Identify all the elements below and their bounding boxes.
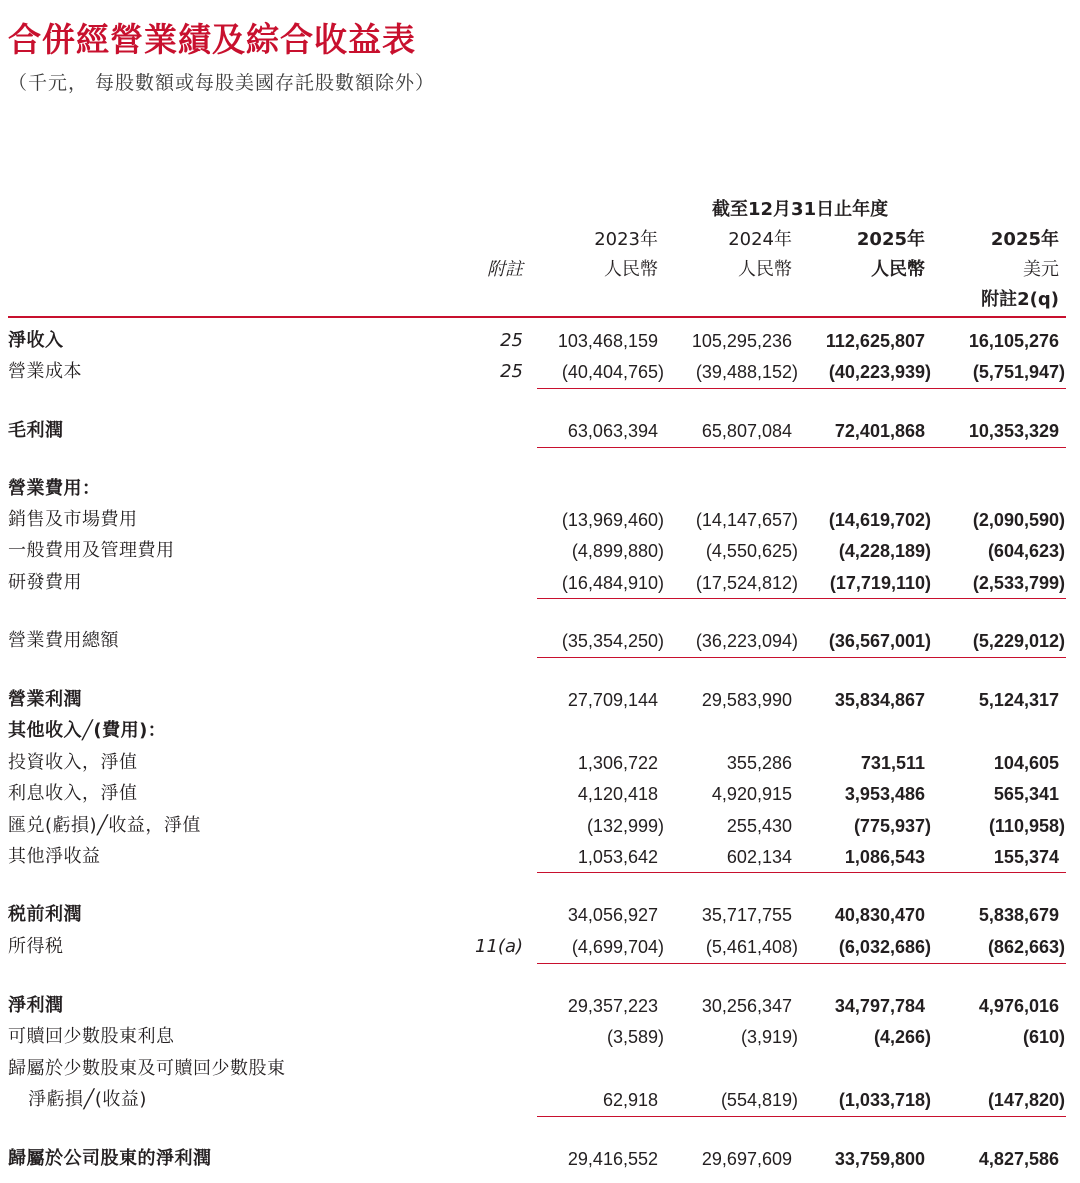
cell-2025-usd: 5,838,679 bbox=[978, 905, 1059, 925]
row-label: 研發費用 bbox=[8, 572, 82, 593]
cell-2025-rmb: (14,619,702) bbox=[828, 510, 931, 530]
cell-2025-rmb: (775,937) bbox=[853, 816, 931, 836]
cell-2025-rmb: 33,759,800 bbox=[834, 1149, 925, 1169]
cell-2023: 63,063,394 bbox=[567, 421, 658, 441]
row-label: 營業費用總額 bbox=[8, 630, 119, 651]
row-label: 營業利潤 bbox=[8, 689, 82, 710]
cell-2024: 35,717,755 bbox=[701, 905, 792, 925]
col3-year: 2025年 bbox=[856, 229, 925, 250]
table-row-interest-income bbox=[0, 779, 1080, 809]
cell-2025-usd: (5,229,012) bbox=[972, 631, 1065, 651]
row-label: 營業費用： bbox=[8, 478, 101, 499]
cell-2024: (3,919) bbox=[740, 1027, 798, 1047]
cell-2023: 27,709,144 bbox=[567, 690, 658, 710]
row-label: 其他收入╱(費用)： bbox=[8, 720, 167, 741]
cell-2025-rmb: 40,830,470 bbox=[834, 905, 925, 925]
cell-2025-usd: 155,374 bbox=[993, 847, 1059, 867]
cell-2025-usd: 10,353,329 bbox=[968, 421, 1059, 441]
cell-2024: (4,550,625) bbox=[705, 541, 798, 561]
cell-2023: 4,120,418 bbox=[577, 784, 658, 804]
cell-2024: 255,430 bbox=[726, 816, 792, 836]
cell-2024: 29,697,609 bbox=[701, 1149, 792, 1169]
row-label: 歸屬於公司股東的淨利潤 bbox=[8, 1148, 212, 1169]
cell-2023: (40,404,765) bbox=[561, 362, 664, 382]
page-subtitle: （千元， 每股數額或每股美國存託股數額除外） bbox=[8, 72, 436, 94]
cell-2023: 62,918 bbox=[602, 1090, 658, 1110]
row-rule bbox=[537, 388, 1066, 389]
row-label: 淨利潤 bbox=[8, 995, 64, 1016]
cell-2023: (35,354,250) bbox=[561, 631, 664, 651]
row-label: 税前利潤 bbox=[8, 904, 82, 925]
cell-2023: (4,699,704) bbox=[571, 937, 664, 957]
col4-year: 2025年 bbox=[990, 229, 1059, 250]
row-rule bbox=[537, 1116, 1066, 1117]
table-row-investment-income bbox=[0, 748, 1080, 778]
row-label: 一般費用及管理費用 bbox=[8, 540, 175, 561]
row-label: 淨虧損╱(收益) bbox=[28, 1089, 147, 1110]
cell-2023: 34,056,927 bbox=[567, 905, 658, 925]
cell-2023: (13,969,460) bbox=[561, 510, 664, 530]
row-label: 歸屬於少數股東及可贖回少數股東 bbox=[8, 1058, 286, 1079]
cell-2024: (36,223,094) bbox=[695, 631, 798, 651]
cell-2025-usd: 565,341 bbox=[993, 784, 1059, 804]
table-row-selling-marketing bbox=[0, 505, 1080, 535]
cell-2024: 29,583,990 bbox=[701, 690, 792, 710]
cell-2025-rmb: (36,567,001) bbox=[828, 631, 931, 651]
row-rule bbox=[537, 872, 1066, 873]
row-rule bbox=[537, 657, 1066, 658]
cell-2025-rmb: 34,797,784 bbox=[834, 996, 925, 1016]
row-label: 所得税 bbox=[8, 936, 64, 957]
table-row-nci-attribution-heading bbox=[0, 1054, 1080, 1084]
cell-2025-rmb: (17,719,110) bbox=[829, 573, 931, 593]
col2-year: 2024年 bbox=[728, 229, 792, 250]
cell-2025-rmb: (4,228,189) bbox=[838, 541, 931, 561]
cell-2025-usd: (2,533,799) bbox=[972, 573, 1065, 593]
cell-2023: 1,053,642 bbox=[577, 847, 658, 867]
cell-2025-usd: (110,958) bbox=[988, 816, 1065, 836]
period-header: 截至12月31日止年度 bbox=[712, 199, 889, 220]
cell-2025-rmb: 3,953,486 bbox=[844, 784, 925, 804]
cell-2025-usd: (610) bbox=[1022, 1027, 1065, 1047]
col1-currency: 人民幣 bbox=[604, 259, 658, 280]
table-row-cost-of-revenue bbox=[0, 357, 1080, 387]
table-row-other-income-heading bbox=[0, 716, 1080, 746]
cell-2025-usd: (2,090,590) bbox=[972, 510, 1065, 530]
cell-2024: 602,134 bbox=[726, 847, 792, 867]
cell-2023: (132,999) bbox=[586, 816, 664, 836]
table-row-research-development bbox=[0, 568, 1080, 598]
cell-2025-usd: 4,976,016 bbox=[978, 996, 1059, 1016]
table-row-income-tax bbox=[0, 932, 1080, 962]
row-label: 匯兑(虧損)╱收益，淨值 bbox=[8, 815, 201, 836]
cell-2025-usd: 16,105,276 bbox=[968, 331, 1059, 351]
row-label: 淨收入 bbox=[8, 330, 64, 351]
table-row-redeemable-nci-interest bbox=[0, 1022, 1080, 1052]
cell-2025-usd: (862,663) bbox=[987, 937, 1065, 957]
table-row-operating-profit bbox=[0, 685, 1080, 715]
row-note: 11(a) bbox=[475, 936, 523, 957]
header-divider bbox=[8, 316, 1066, 318]
table-row-net-revenue bbox=[0, 326, 1080, 356]
cell-2025-rmb: 731,511 bbox=[860, 753, 925, 773]
table-row-general-admin bbox=[0, 536, 1080, 566]
cell-2023: 103,468,159 bbox=[557, 331, 658, 351]
row-label: 毛利潤 bbox=[8, 420, 64, 441]
col4-note: 附註2(q) bbox=[981, 289, 1059, 310]
table-row-other-net-gains bbox=[0, 842, 1080, 872]
table-row-gross-profit bbox=[0, 416, 1080, 446]
table-row-operating-expenses-heading bbox=[0, 474, 1080, 504]
row-rule bbox=[537, 963, 1066, 964]
table-row-fx-gain-loss bbox=[0, 811, 1080, 841]
table-row-net-profit bbox=[0, 991, 1080, 1021]
cell-2024: (39,488,152) bbox=[695, 362, 798, 382]
row-label: 投資收入，淨值 bbox=[8, 752, 138, 773]
cell-2024: (554,819) bbox=[720, 1090, 798, 1110]
cell-2025-rmb: 1,086,543 bbox=[844, 847, 925, 867]
cell-2025-rmb: (6,032,686) bbox=[838, 937, 931, 957]
row-note: 25 bbox=[500, 361, 523, 382]
cell-2024: 30,256,347 bbox=[701, 996, 792, 1016]
row-label: 營業成本 bbox=[8, 361, 82, 382]
cell-2024: (14,147,657) bbox=[695, 510, 798, 530]
cell-2025-usd: 5,124,317 bbox=[978, 690, 1059, 710]
cell-2024: (17,524,812) bbox=[695, 573, 798, 593]
row-label: 利息收入，淨值 bbox=[8, 783, 138, 804]
cell-2024: 4,920,915 bbox=[711, 784, 792, 804]
col4-currency: 美元 bbox=[1023, 259, 1059, 280]
cell-2024: 105,295,236 bbox=[691, 331, 792, 351]
cell-2025-usd: (5,751,947) bbox=[972, 362, 1065, 382]
cell-2025-rmb: (1,033,718) bbox=[838, 1090, 931, 1110]
cell-2023: 29,357,223 bbox=[567, 996, 658, 1016]
cell-2025-rmb: 35,834,867 bbox=[834, 690, 925, 710]
row-label: 銷售及市場費用 bbox=[8, 509, 138, 530]
row-label: 可贖回少數股東利息 bbox=[8, 1026, 175, 1047]
col2-currency: 人民幣 bbox=[738, 259, 792, 280]
table-row-profit-before-tax bbox=[0, 900, 1080, 930]
cell-2025-usd: 104,605 bbox=[993, 753, 1059, 773]
row-note: 25 bbox=[500, 330, 523, 351]
cell-2025-rmb: 72,401,868 bbox=[834, 421, 925, 441]
note-column-header: 附註 bbox=[487, 259, 523, 280]
cell-2024: 65,807,084 bbox=[701, 421, 792, 441]
row-rule bbox=[537, 447, 1066, 448]
cell-2023: 29,416,552 bbox=[567, 1149, 658, 1169]
cell-2024: (5,461,408) bbox=[705, 937, 798, 957]
table-row-nci-net-loss-gain bbox=[0, 1085, 1080, 1115]
row-rule bbox=[537, 598, 1066, 599]
cell-2025-usd: 4,827,586 bbox=[978, 1149, 1059, 1169]
cell-2023: (16,484,910) bbox=[561, 573, 664, 593]
page-title: 合併經營業績及綜合收益表 bbox=[8, 20, 416, 59]
col1-year: 2023年 bbox=[594, 229, 658, 250]
cell-2025-rmb: (4,266) bbox=[873, 1027, 931, 1047]
cell-2023: (3,589) bbox=[606, 1027, 664, 1047]
table-row-total-operating-expenses bbox=[0, 626, 1080, 656]
cell-2025-usd: (147,820) bbox=[987, 1090, 1065, 1110]
cell-2025-rmb: 112,625,807 bbox=[825, 331, 925, 351]
table-row-net-profit-attributable bbox=[0, 1144, 1080, 1174]
col3-currency: 人民幣 bbox=[871, 259, 925, 280]
row-label: 其他淨收益 bbox=[8, 846, 101, 867]
cell-2024: 355,286 bbox=[726, 753, 792, 773]
cell-2025-usd: (604,623) bbox=[987, 541, 1065, 561]
cell-2023: 1,306,722 bbox=[577, 753, 658, 773]
cell-2023: (4,899,880) bbox=[571, 541, 664, 561]
cell-2025-rmb: (40,223,939) bbox=[828, 362, 931, 382]
